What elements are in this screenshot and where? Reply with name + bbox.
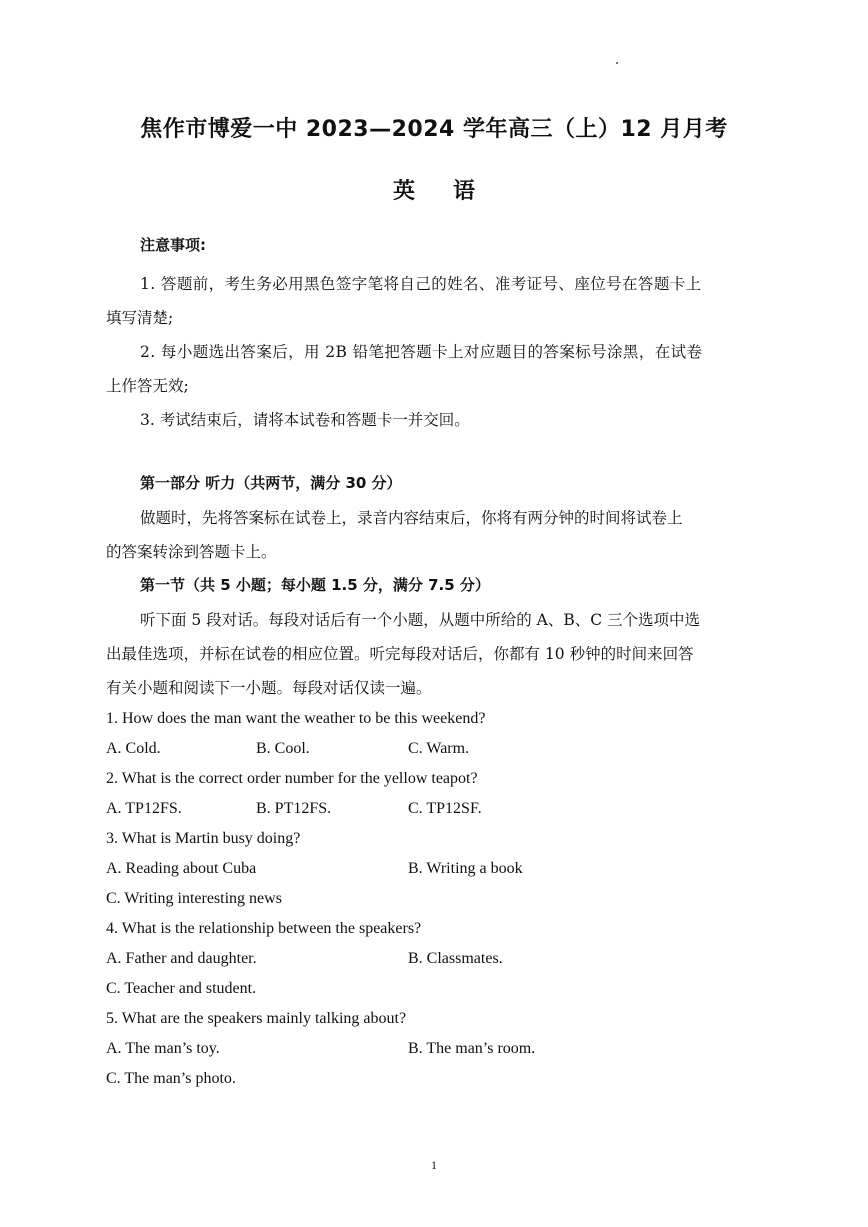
question-4-option-c: C. Teacher and student. [106,980,257,997]
notice-item-1-cont: 填写清楚; [106,309,174,327]
notice-item-2-cont: 上作答无效; [106,377,189,395]
question-1-option-c: C. Warm. [408,740,470,757]
subject-title: 英语 [392,179,513,204]
notice-item-3: 3. 考试结束后，请将本试卷和答题卡一并交回。 [140,411,470,429]
notice-heading: 注意事项: [140,236,206,254]
page-number: 1 [431,1158,437,1172]
question-1-option-a: A. Cold. [106,740,161,757]
part1-heading: 第一部分 听力（共两节，满分 30 分） [140,474,402,492]
question-3-option-b: B. Writing a book [408,860,523,877]
scan-dot [616,62,618,64]
question-4-option-b: B. Classmates. [408,950,503,967]
question-2-option-b: B. PT12FS. [256,800,332,817]
question-4-stem: 4. What is the relationship between the speakers? [106,920,422,937]
part1-intro-cont: 的答案转涂到答题卡上。 [106,543,277,561]
question-3-option-a: A. Reading about Cuba [106,860,257,877]
question-5-option-b: B. The man’s room. [408,1040,536,1057]
question-2-option-a: A. TP12FS. [106,800,182,817]
section1-heading: 第一节（共 5 小题；每小题 1.5 分，满分 7.5 分） [140,576,490,594]
question-3-stem: 3. What is Martin busy doing? [106,830,301,847]
question-2-stem: 2. What is the correct order number for the yellow teapot? [106,770,478,787]
question-2-option-c: C. TP12SF. [408,800,482,817]
question-5-option-c: C. The man’s photo. [106,1070,236,1087]
question-5-stem: 5. What are the speakers mainly talking about? [106,1010,407,1027]
question-5-option-a: A. The man’s toy. [106,1040,220,1057]
notice-item-1: 1. 答题前，考生务必用黑色签字笔将自己的姓名、准考证号、座位号在答题卡上 [140,275,702,293]
question-1-option-b: B. Cool. [256,740,310,757]
section1-instructions: 听下面 5 段对话。每段对话后有一个小题，从题中所给的 A、B、C 三个选项中选 [140,611,701,629]
question-4-option-a: A. Father and daughter. [106,950,257,967]
notice-item-2: 2. 每小题选出答案后，用 2B 铅笔把答题卡上对应题目的答案标号涂黑，在试卷 [140,343,703,361]
exam-title: 焦作市博爱一中 2023—2024 学年高三（上）12 月月考 [140,117,728,142]
question-3-option-c: C. Writing interesting news [106,890,282,907]
part1-intro: 做题时，先将答案标在试卷上，录音内容结束后，你将有两分钟的时间将试卷上 [140,509,683,527]
section1-instructions-cont2: 有关小题和阅读下一小题。每段对话仅读一遍。 [106,679,432,697]
question-1-stem: 1. How does the man want the weather to be this weekend? [106,710,486,727]
section1-instructions-cont: 出最佳选项，并标在试卷的相应位置。听完每段对话后，你都有 10 秒钟的时间来回答 [106,645,694,663]
